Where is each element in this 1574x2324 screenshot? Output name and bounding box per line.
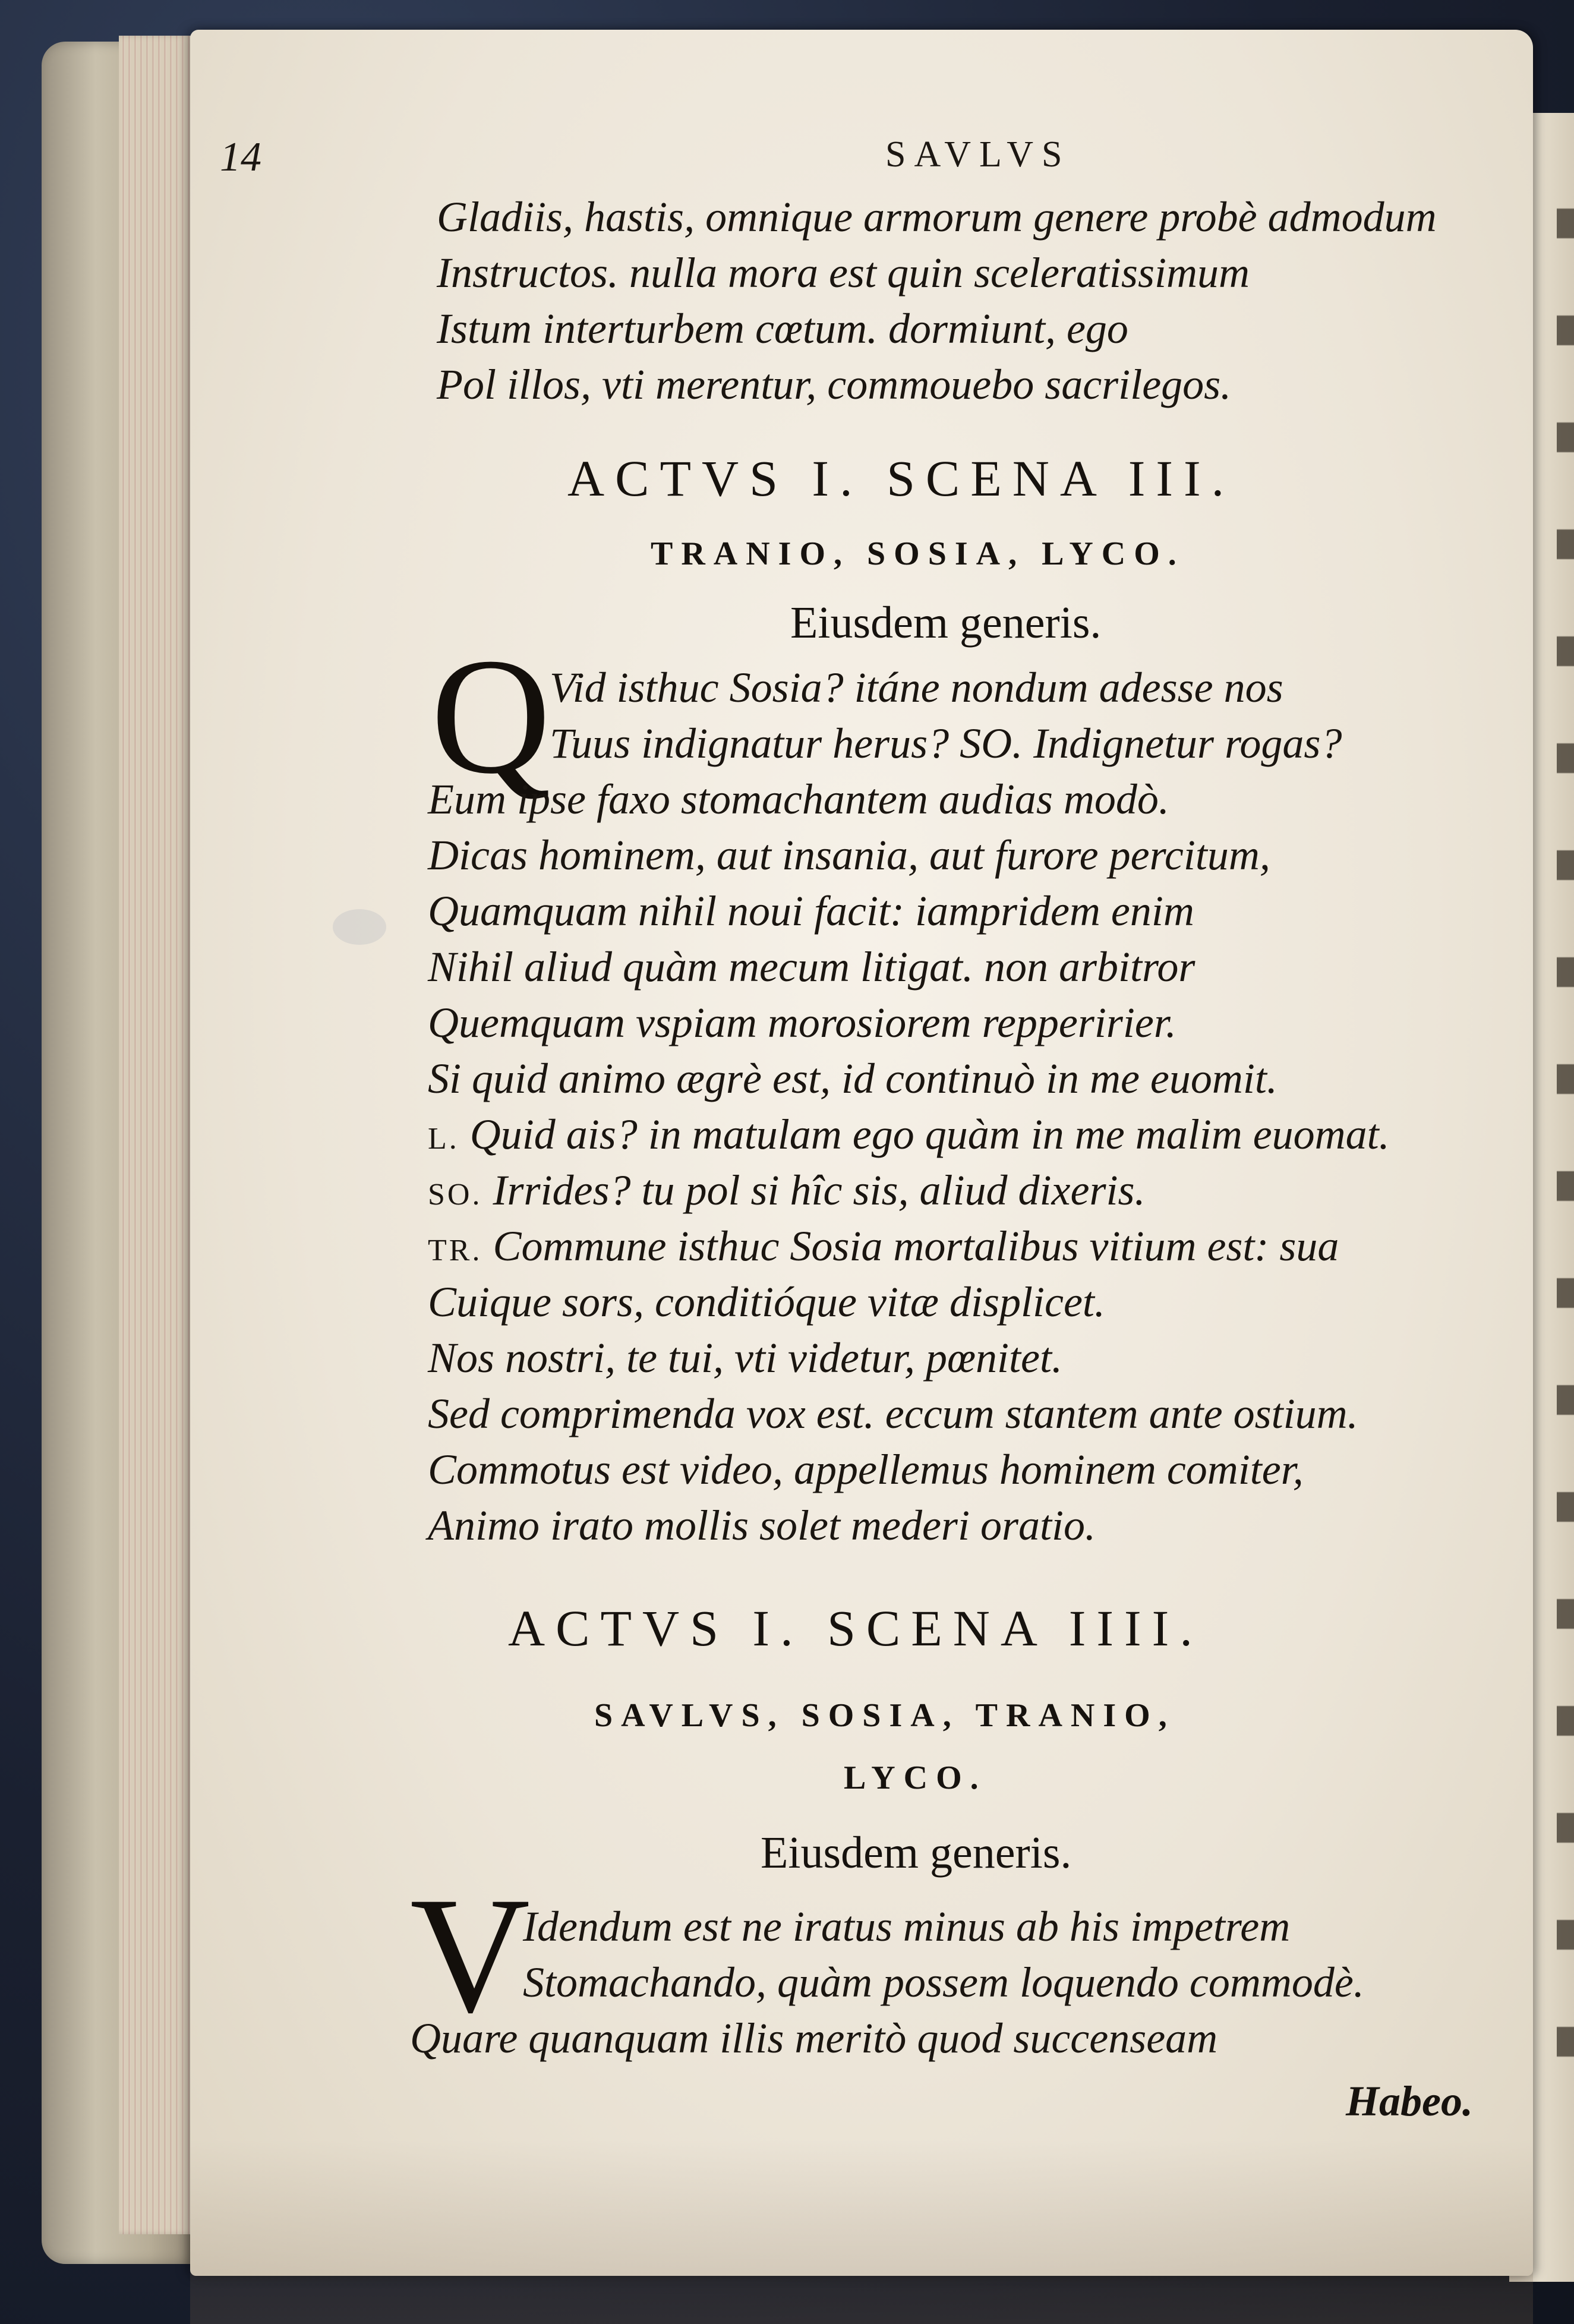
page-stain [333,909,386,945]
verse-line: Pol illos, vti merentur, commouebo sacrilegos. [437,361,1232,408]
scene-3-cast: TRANIO, SOSIA, LYCO. [651,535,1185,572]
catchword: Habeo. [1346,2077,1473,2125]
verse-line: Idendum est ne iratus minus ab his impetrem [523,1903,1291,1950]
verse-line: Dicas hominem, aut insania, aut furore percitum, [428,831,1270,879]
verse-line: Stomachando, quàm possem loquendo commodè. [523,1959,1364,2006]
scene-4-genre: Eiusdem generis. [761,1828,1072,1878]
top-verse [437,189,1437,412]
verse-text: Commune isthuc Sosia mortalibus vitium est: sua [493,1222,1339,1270]
speaker-label: SO. [428,1178,482,1212]
verse-line: Tuus indignatur herus? SO. Indignetur rogas? [550,720,1342,767]
scene-4-cast-line-1: SAVLVS, SOSIA, TRANIO, [594,1697,1175,1734]
verse-line: Nos nostri, te tui, vti videtur, pœnitet. [428,1334,1062,1382]
verse-line: Quare quanquam illis meritò quod succenseam [410,2014,1218,2062]
scene-3-title: ACTVS I. SCENA III. [567,450,1235,507]
verse-line: Quamquam nihil noui facit: iampridem enim [428,887,1194,935]
verse-line [428,1218,1390,1274]
verse-line [428,1106,1390,1162]
verse-line: Gladiis, hastis, omnique armorum genere probè admodum [437,193,1437,241]
scene-4-cast-line-2: LYCO. [844,1759,987,1796]
running-title: SAVLVS [885,134,1071,175]
speaker-label: TR. [428,1234,482,1267]
verse-text: Irrides? tu pol si hîc sis, aliud dixeris. [493,1166,1146,1214]
scene-3-verse [428,771,1390,1553]
scene-3-genre: Eiusdem generis. [790,598,1102,648]
verse-line: Istum interturbem cœtum. dormiunt, ego [437,305,1128,352]
verse-line: Cuique sors, conditióque vitæ displicet. [428,1278,1105,1326]
scene-4-verse-indented [523,1899,1364,2010]
speaker-label: L. [428,1122,459,1156]
verse-line: Vid isthuc Sosia? itáne nondum adesse nos [550,664,1283,711]
verse-line: Eum ipse faxo stomachantem audias modò. [428,775,1169,823]
page-bottom-shadow [190,2139,1533,2324]
verse-text: Quid ais? in matulam ego quàm in me malim euomat. [469,1111,1390,1158]
page-number: 14 [220,134,261,180]
verse-line: Quemquam vspiam morosiorem repperirier. [428,999,1176,1046]
scene-4-dropcap: V [410,1862,531,2047]
facing-page-text-fragments [1557,172,1574,2133]
verse-line: Commotus est video, appellemus hominem comiter, [428,1446,1304,1493]
verse-line: Nihil aliud quàm mecum litigat. non arbitror [428,943,1196,991]
scene-4-title: ACTVS I. SCENA IIII. [508,1600,1203,1657]
verse-line [428,1162,1390,1218]
verse-line: Animo irato mollis solet mederi oratio. [428,1502,1096,1549]
scene-4-verse [410,2010,1217,2066]
verse-line: Instructos. nulla mora est quin sceleratissimum [437,249,1250,297]
scene-3-dropcap: Q [431,623,551,808]
verse-line: Sed comprimenda vox est. eccum stantem ante ostium. [428,1390,1358,1437]
verse-line: Si quid animo ægrè est, id continuò in me euomit. [428,1055,1278,1102]
scene-3-verse-indented [550,660,1342,771]
